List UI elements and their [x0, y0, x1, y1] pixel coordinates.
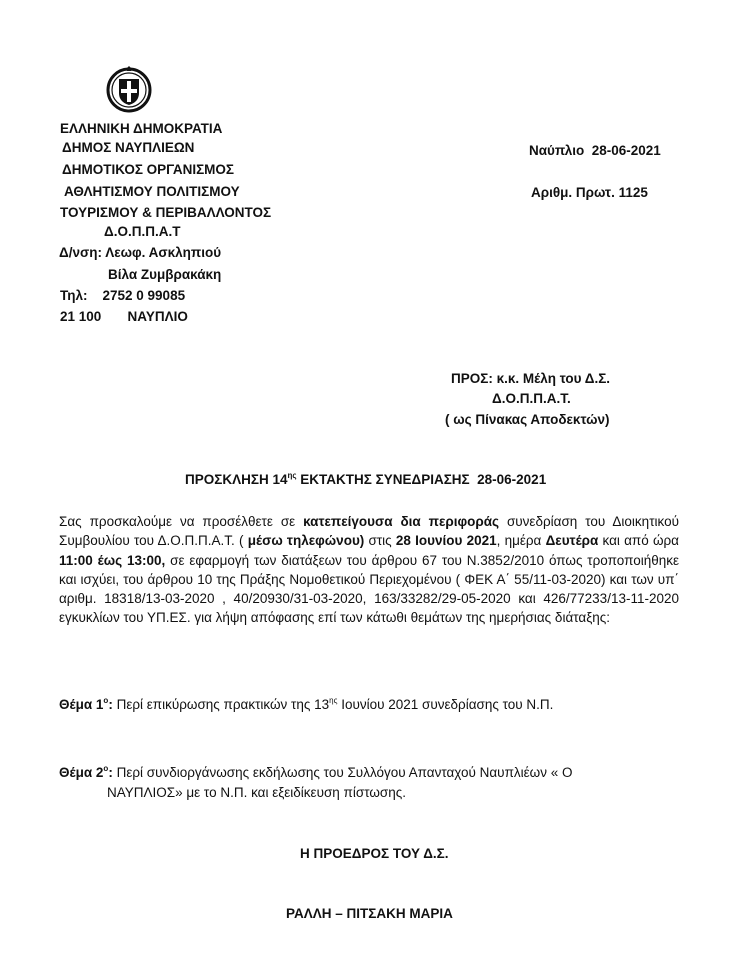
- sender-line-1: ΕΛΛΗΝΙΚΗ ΔΗΜΟΚΡΑΤΙΑ: [60, 121, 223, 136]
- sender-line-5: ΤΟΥΡΙΣΜΟΥ & ΠΕΡΙΒΑΛΛΟΝΤΟΣ: [60, 205, 272, 220]
- body-b1: κατεπείγουσα δια περιφοράς: [303, 514, 500, 529]
- invitation-paragraph: [59, 512, 679, 628]
- place-date: Ναύπλιο 28-06-2021: [529, 143, 661, 158]
- sender-postcode-city: 21 100 ΝΑΥΠΛΙΟ: [60, 309, 188, 324]
- body-b4: Δευτέρα: [545, 533, 599, 549]
- topic-1-label: Θέμα 1: [59, 697, 104, 712]
- title-post: ΕΚΤΑΚΤΗΣ ΣΥΝΕΔΡΙΑΣΗΣ 28-06-2021: [296, 472, 547, 487]
- topic-2-text-line-1: Περί συνδιοργάνωσης εκδήλωσης του Συλλόγου Απανταχού Ναυπλιέων « Ο: [112, 765, 573, 780]
- body-t3: στις: [364, 533, 396, 549]
- sender-line-6: Δ.Ο.Π.Π.Α.Τ: [104, 224, 181, 239]
- body-t4: , ημέρα: [496, 533, 546, 549]
- sender-line-2: ΔΗΜΟΣ ΝΑΥΠΛΙΕΩΝ: [62, 140, 195, 155]
- sender-line-7: Δ/νση: Λεωφ. Ασκληπιού: [59, 245, 222, 260]
- body-b3: 28 Ιουνίου 2021: [395, 533, 497, 549]
- body-t5: και από ώρα: [598, 533, 679, 549]
- sender-line-4: ΑΘΛΗΤΙΣΜΟΥ ΠΟΛΙΤΙΣΜΟΥ: [64, 184, 240, 199]
- body-t1: Σας προσκαλούμε να προσέλθετε σε: [59, 514, 304, 529]
- protocol-number: Αριθμ. Πρωτ. 1125: [531, 185, 648, 200]
- body-t6: σε εφαρμογή των διατάξεων του άρθρου 67 του Ν.3852/2010 όπως τροποποιήθηκε και ισχύει, του άρθρου 10 της Πράξης Νομοθετικού Περιεχομένου ( ΦΕΚ Α΄ 55/11-03-2020) και των υπ΄ αριθμ. 18318/13-03-2020 , 40/20930/31-03-2020, 163/33282/29-05-2020 και 426/77233/13-11-2020 εγκυκλίων του ΥΠ.ΕΣ. για λήψη απόφασης επί των κάτωθι θεμάτων της ημερήσιας διάταξης:: [59, 552, 679, 626]
- sender-phone: Τηλ: 2752 0 99085: [60, 288, 186, 303]
- body-t2: συνεδρίαση του Διοικητικού Συμβουλίου του Δ.Ο.Π.Π.Α.Τ. (: [59, 514, 679, 549]
- recipient-line-2: Δ.Ο.Π.Π.Α.Τ.: [492, 391, 571, 406]
- greek-coat-of-arms-icon: [105, 65, 153, 113]
- sender-line-8: Βίλα Ζυμβρακάκη: [108, 267, 222, 282]
- body-b2: μέσω τηλεφώνου): [247, 533, 365, 549]
- topic-1-text-pre: Περί επικύρωσης πρακτικών της 13: [112, 697, 330, 712]
- signature-name: ΡΑΛΛΗ – ΠΙΤΣΑΚΗ ΜΑΡΙΑ: [286, 906, 453, 921]
- topic-1-label-sup: ο: [103, 696, 109, 705]
- recipient-line-1: ΠΡΟΣ: κ.κ. Μέλη του Δ.Σ.: [451, 371, 611, 386]
- topic-2-text-line-2: ΝΑΥΠΛΙΟΣ» με το Ν.Π. και εξειδίκευση πίστωσης.: [107, 785, 406, 800]
- topic-2-label: Θέμα 2: [59, 765, 104, 780]
- topic-1-text-sup: ης: [329, 696, 338, 705]
- topic-1-text-post: Ιουνίου 2021 συνεδρίασης του Ν.Π.: [337, 697, 554, 712]
- title-pre: ΠΡΟΣΚΛΗΣΗ 14: [185, 472, 288, 487]
- topic-1: [59, 697, 553, 712]
- recipient-line-3: ( ως Πίνακας Αποδεκτών): [445, 412, 610, 427]
- topic-1-label-colon: :: [108, 697, 113, 712]
- body-b5: 11:00 έως 13:00,: [59, 552, 166, 568]
- topic-2-label-sup: ο: [103, 764, 109, 773]
- topic-2: [59, 765, 572, 780]
- topic-2-label-colon: :: [108, 765, 113, 780]
- document-title: [185, 472, 546, 487]
- signature-role: Η ΠΡΟΕΔΡΟΣ ΤΟΥ Δ.Σ.: [300, 846, 449, 861]
- sender-line-3: ΔΗΜΟΤΙΚΟΣ ΟΡΓΑΝΙΣΜΟΣ: [62, 162, 235, 177]
- title-sup: ης: [287, 471, 297, 480]
